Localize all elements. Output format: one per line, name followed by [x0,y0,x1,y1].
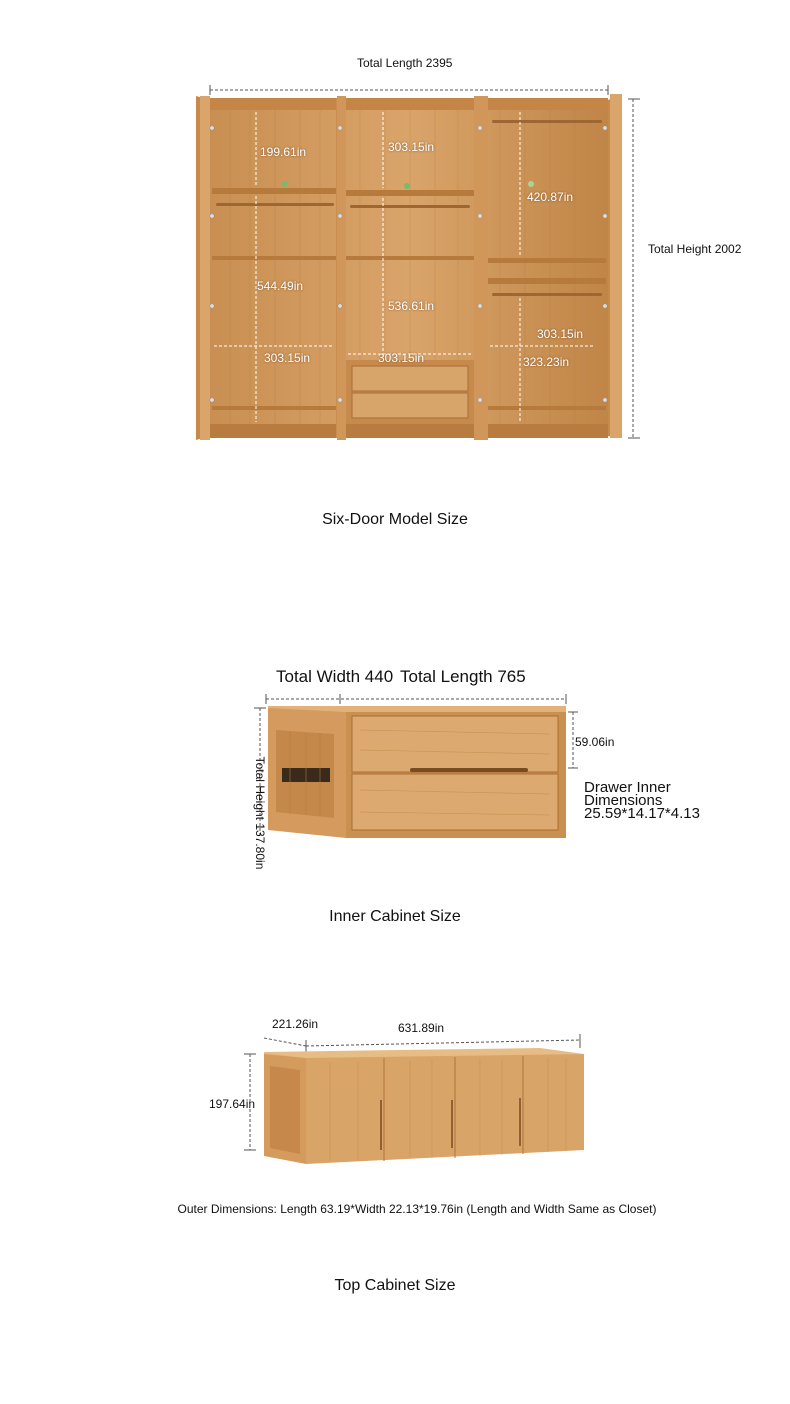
inner-total-height: Total Height 137.80in [253,756,267,870]
drawer-inner-line2: Dimensions [584,792,663,809]
inner-total-length: Total Length 765 [400,667,526,686]
top-cabinet-depth: 221.26in [272,1017,319,1031]
inner-cabinet-caption: Inner Cabinet Size [329,908,461,925]
drawer-inner-line3: 25.59*14.17*4.13 [584,805,700,822]
dim-left-top: 199.61in [260,145,307,159]
inner-total-width: Total Width 440 [276,667,394,686]
dim-center-mid: 536.61in [388,299,435,313]
dim-right-bottom: 323.23in [523,355,570,369]
inner-drawer-height: 59.06in [575,735,615,749]
six-door-total-length: Total Length 2395 [357,56,453,70]
dim-right-mid: 303.15in [537,327,584,341]
top-cabinet-height: 197.64in [209,1097,256,1111]
top-cabinet-length: 631.89in [398,1021,445,1035]
dim-center-top: 303.15in [388,140,435,154]
dim-left-bottom: 303.15in [264,351,311,365]
dim-left-mid: 544.49in [257,279,304,293]
six-door-total-height: Total Height 2002 [648,242,742,256]
top-cabinet-caption: Top Cabinet Size [334,1277,456,1294]
dim-center-bottom: 303.15in [378,351,425,365]
dim-right-top: 420.87in [527,190,574,204]
six-door-caption: Six-Door Model Size [322,511,468,528]
drawer-inner-line1: Drawer Inner [584,779,671,796]
top-cabinet-outer-dimensions: Outer Dimensions: Length 63.19*Width 22.13*19.76in (Length and Width Same as Closet) [177,1202,657,1216]
